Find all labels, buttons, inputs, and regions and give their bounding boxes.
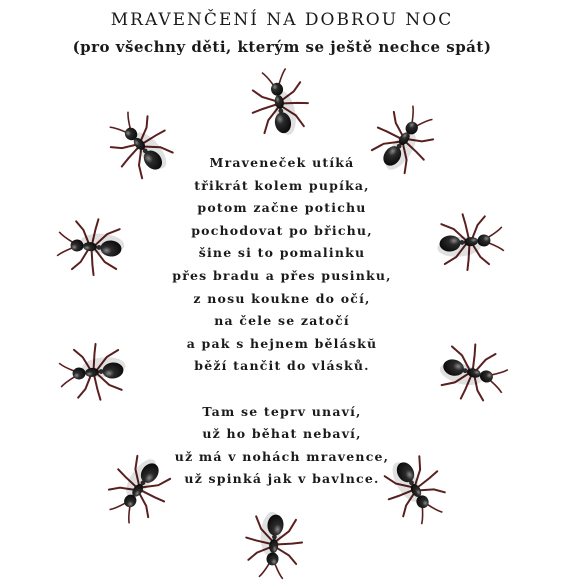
poem-line: už ho běhat nebaví, [202, 426, 362, 442]
poem-line: a pak s hejnem běláskŭ [186, 335, 378, 351]
poem-line: z nosu koukne do očí, [193, 290, 371, 306]
poem-text [132, 152, 432, 491]
poem-line: Mraveneček utíká [209, 155, 355, 170]
page-subtitle: (pro všechny děti, kterým se ještě nechce spát) [72, 38, 492, 56]
page-title: MRAVENČENÍ NA DOBROU NOC [110, 10, 454, 30]
ant-icon [372, 445, 456, 529]
poem-line: potom začne potichu [197, 200, 367, 216]
ant-icon [425, 200, 509, 284]
poem-line: přes bradu a přes pusinku, [172, 267, 392, 283]
poem-line: na čele se zatočí [214, 313, 350, 329]
poem-line: šine si to pomalinku [198, 245, 366, 261]
poem-line: už má v nohách mravence, [174, 448, 390, 464]
poem-line: běží tančit do vlásků. [194, 358, 370, 374]
stanza-gap [132, 378, 432, 401]
ant-icon [360, 100, 444, 184]
ant-icon [54, 330, 138, 414]
poem-line: pochodovat po břichu, [191, 222, 373, 238]
ant-icon [98, 445, 182, 529]
poem-line: Tam se teprv unaví, [202, 403, 362, 419]
ant-icon [100, 105, 184, 189]
ant-icon [52, 205, 136, 289]
ant-icon [232, 500, 316, 584]
poem-line: třikrát kolem pupíka, [194, 177, 370, 193]
ant-icon [428, 330, 512, 414]
ant-icon [238, 64, 322, 148]
poem-line: už spinká jak v bavlnce. [184, 471, 380, 487]
